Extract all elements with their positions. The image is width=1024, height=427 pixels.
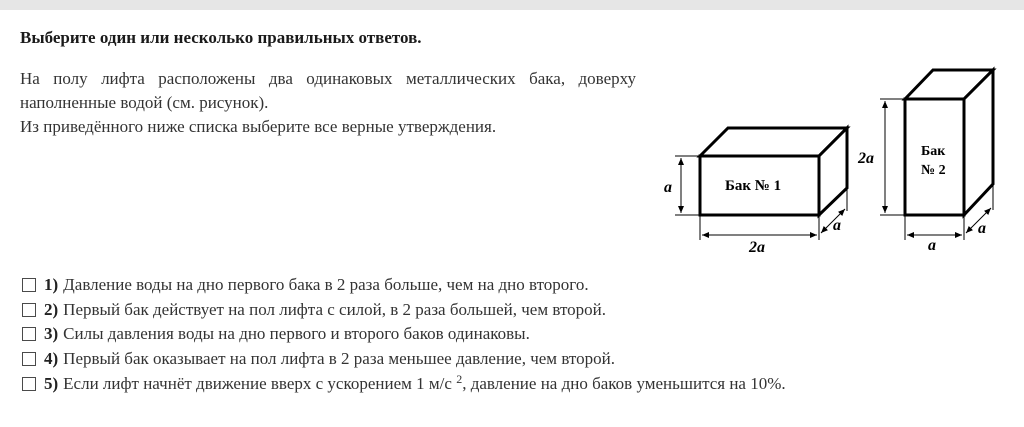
top-bar bbox=[0, 0, 1024, 10]
question-text bbox=[20, 67, 636, 139]
question-line-1: На полу лифта расположены два одинаковых металлических бака, доверху наполненные водой (см. рисунок). bbox=[20, 69, 636, 112]
answer-options bbox=[22, 273, 786, 396]
tank-2-label-line-1: Бак bbox=[921, 144, 946, 159]
tank-2-height-dimension bbox=[880, 99, 905, 215]
option-5-superscript: 2 bbox=[456, 371, 463, 386]
option-3[interactable] bbox=[22, 322, 786, 347]
option-3-number: 3) bbox=[44, 324, 59, 344]
option-4-number: 4) bbox=[44, 349, 59, 369]
tank-1-width-dimension bbox=[700, 215, 819, 240]
option-4[interactable] bbox=[22, 347, 786, 372]
option-5-text bbox=[63, 371, 786, 394]
option-2-checkbox[interactable] bbox=[22, 303, 36, 317]
instruction-text: Выберите один или несколько правильных ответов. bbox=[20, 28, 422, 47]
option-3-checkbox[interactable] bbox=[22, 327, 36, 341]
tanks-figure bbox=[655, 60, 1005, 260]
tank-2-width-label: a bbox=[928, 237, 936, 254]
option-5-text-after: , давление на дно баков уменьшится на 10%. bbox=[462, 373, 786, 393]
tank-2-label-line-2: № 2 bbox=[921, 163, 946, 178]
option-1[interactable] bbox=[22, 273, 786, 298]
tank-1 bbox=[700, 128, 847, 215]
tank-2-height-label: 2a bbox=[858, 150, 874, 167]
tanks-drawing bbox=[655, 60, 1005, 260]
option-1-checkbox[interactable] bbox=[22, 278, 36, 292]
option-5-text-before: Если лифт начнёт движение вверх с ускорением 1 м/с bbox=[63, 373, 457, 393]
tank-1-width-label: 2a bbox=[749, 239, 765, 256]
option-4-checkbox[interactable] bbox=[22, 352, 36, 366]
option-5-checkbox[interactable] bbox=[22, 377, 36, 391]
option-2[interactable] bbox=[22, 298, 786, 323]
tank-1-height-label: a bbox=[664, 179, 672, 196]
question-line-2: Из приведённого ниже списка выберите все верные утверждения. bbox=[20, 117, 497, 136]
tank-2 bbox=[905, 70, 993, 215]
option-1-text: Давление воды на дно первого бака в 2 раза больше, чем на дно второго. bbox=[63, 275, 589, 295]
tank-2-depth-label: a bbox=[978, 220, 986, 237]
option-2-text: Первый бак действует на пол лифта с силой, в 2 раза большей, чем второй. bbox=[63, 299, 606, 319]
option-1-number: 1) bbox=[44, 275, 59, 295]
tank-1-label: Бак № 1 bbox=[725, 178, 782, 194]
option-2-number: 2) bbox=[44, 299, 59, 319]
option-5-number: 5) bbox=[44, 373, 59, 393]
option-4-text: Первый бак оказывает на пол лифта в 2 раза меньшее давление, чем второй. bbox=[63, 349, 615, 369]
option-3-text: Силы давления воды на дно первого и второго баков одинаковы. bbox=[63, 324, 530, 344]
option-5[interactable] bbox=[22, 371, 786, 396]
tank-1-depth-label: a bbox=[833, 217, 841, 234]
tank-1-height-dimension bbox=[675, 156, 700, 215]
